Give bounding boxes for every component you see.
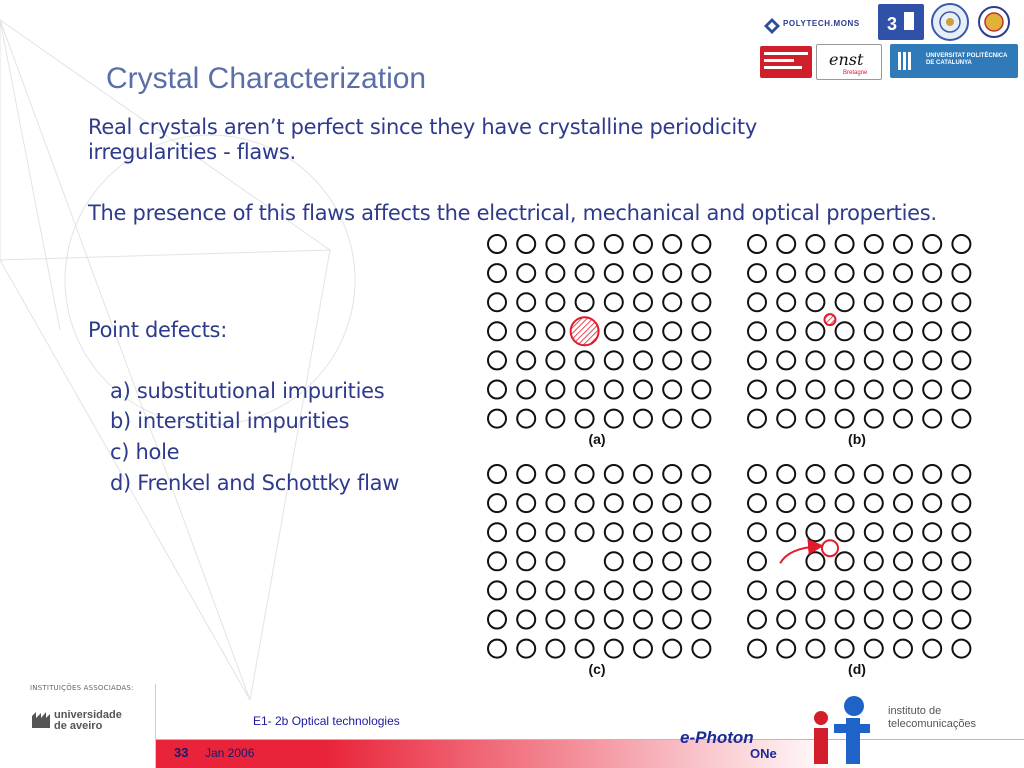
lattice-atom bbox=[952, 640, 970, 658]
lattice-atom bbox=[488, 235, 506, 253]
lattice-atom bbox=[806, 410, 824, 428]
lattice-atom bbox=[576, 640, 594, 658]
lattice-atom bbox=[806, 611, 824, 629]
lattice-atom bbox=[865, 410, 883, 428]
lattice-atom bbox=[894, 264, 912, 282]
lattice-atom bbox=[777, 640, 795, 658]
frenkel-arrow bbox=[780, 546, 818, 563]
lattice-atom bbox=[806, 640, 824, 658]
ua-logo-icon bbox=[30, 708, 52, 730]
lattice-atom bbox=[865, 322, 883, 340]
lattice-atom bbox=[692, 640, 710, 658]
ua-line2: de aveiro bbox=[54, 720, 103, 732]
it-line2: telecomunicações bbox=[888, 718, 977, 730]
lattice-atom bbox=[748, 264, 766, 282]
lattice-atom bbox=[923, 611, 941, 629]
lattice-atom bbox=[546, 611, 564, 629]
lattice-atom bbox=[546, 523, 564, 541]
lattice-atom bbox=[546, 640, 564, 658]
frenkel-displaced-atom bbox=[822, 540, 838, 556]
lattice-atom bbox=[546, 494, 564, 512]
lattice-atom bbox=[748, 581, 766, 599]
lattice-atom bbox=[894, 552, 912, 570]
lattice-atom bbox=[576, 235, 594, 253]
enst-text: enst bbox=[829, 50, 864, 69]
lattice-atom bbox=[952, 381, 970, 399]
lattice-atom bbox=[517, 465, 535, 483]
lattice-atom bbox=[605, 581, 623, 599]
lattice-atom bbox=[952, 235, 970, 253]
lattice-atom bbox=[546, 293, 564, 311]
lattice-atom bbox=[836, 410, 854, 428]
lattice-atom bbox=[952, 264, 970, 282]
lattice-atom bbox=[546, 235, 564, 253]
lattice-atom bbox=[806, 494, 824, 512]
lattice-atom bbox=[692, 381, 710, 399]
lattice-atom bbox=[748, 494, 766, 512]
ephoton-logo-text: e-Photon bbox=[680, 728, 754, 747]
ephoton-one-text: ONe bbox=[750, 746, 777, 761]
lattice-atom bbox=[777, 322, 795, 340]
lattice-atom bbox=[546, 410, 564, 428]
lattice-atom bbox=[576, 410, 594, 428]
lattice-atom bbox=[748, 640, 766, 658]
footer-course-title: E1- 2b Optical technologies bbox=[253, 714, 400, 728]
defect-item-b: b) interstitial impurities bbox=[110, 409, 350, 433]
lattice-atom bbox=[894, 494, 912, 512]
lattice-atom bbox=[777, 351, 795, 369]
lattice-atom bbox=[923, 293, 941, 311]
it-logo-icon bbox=[810, 694, 882, 766]
lattice-atom bbox=[692, 293, 710, 311]
lattice-atom bbox=[836, 351, 854, 369]
lattice-atom bbox=[663, 381, 681, 399]
lattice-atom bbox=[777, 611, 795, 629]
lattice-atom bbox=[806, 523, 824, 541]
lattice-atom bbox=[576, 611, 594, 629]
lattice-atom bbox=[865, 552, 883, 570]
lattice-atom bbox=[836, 640, 854, 658]
lattice-atom bbox=[663, 322, 681, 340]
lattice-atom bbox=[692, 235, 710, 253]
lattice-atom bbox=[894, 465, 912, 483]
interstitial-impurity-atom bbox=[825, 314, 836, 325]
lattice-atom bbox=[923, 351, 941, 369]
lattice-atom bbox=[634, 581, 652, 599]
lattice-atom bbox=[634, 523, 652, 541]
lattice-atom bbox=[777, 381, 795, 399]
lattice-atom bbox=[546, 322, 564, 340]
defect-item-c: c) hole bbox=[110, 440, 180, 464]
lattice-atom bbox=[806, 351, 824, 369]
lattice-atom bbox=[488, 523, 506, 541]
lattice-atom bbox=[777, 410, 795, 428]
lattice-atom bbox=[546, 381, 564, 399]
lattice-atom bbox=[517, 640, 535, 658]
lattice-atom bbox=[663, 410, 681, 428]
lattice-atom bbox=[894, 351, 912, 369]
lattice-atom bbox=[576, 293, 594, 311]
lattice-atom bbox=[777, 293, 795, 311]
lattice-atom bbox=[806, 322, 824, 340]
upc-line2: DE CATALUNYA bbox=[926, 60, 972, 66]
lattice-atom bbox=[748, 611, 766, 629]
lattice-atom bbox=[488, 611, 506, 629]
institutions-label: INSTITUIÇÕES ASSOCIADAS: bbox=[30, 684, 134, 692]
lattice-atom bbox=[546, 581, 564, 599]
lattice-atom bbox=[517, 293, 535, 311]
paragraph-properties: The presence of this flaws affects the electrical, mechanical and optical properties. bbox=[88, 201, 937, 225]
panel-c-hole bbox=[488, 465, 710, 658]
lattice-atom bbox=[865, 494, 883, 512]
lattice-atom bbox=[865, 640, 883, 658]
lattice-atom bbox=[836, 465, 854, 483]
lattice-atom bbox=[576, 381, 594, 399]
lattice-atom bbox=[576, 351, 594, 369]
defect-item-a: a) substitutional impurities bbox=[110, 379, 385, 403]
lattice-atom bbox=[517, 611, 535, 629]
lattice-atom bbox=[952, 494, 970, 512]
lattice-atom bbox=[634, 351, 652, 369]
lattice-atom bbox=[836, 523, 854, 541]
lattice-atom bbox=[517, 410, 535, 428]
lattice-atom bbox=[663, 611, 681, 629]
lattice-atom bbox=[663, 581, 681, 599]
lattice-atom bbox=[777, 494, 795, 512]
lattice-atom bbox=[865, 611, 883, 629]
ua-logo-text bbox=[54, 710, 122, 732]
lattice-atom bbox=[806, 381, 824, 399]
lattice-atom bbox=[605, 523, 623, 541]
lattice-atom bbox=[836, 381, 854, 399]
defect-item-d: d) Frenkel and Schottky flaw bbox=[110, 471, 400, 495]
lattice-atom bbox=[806, 581, 824, 599]
lattice-atom bbox=[546, 465, 564, 483]
lattice-atom bbox=[836, 611, 854, 629]
upc-line1: UNIVERSITAT POLITÈCNICA bbox=[926, 53, 1008, 59]
lattice-atom bbox=[748, 322, 766, 340]
lattice-atom bbox=[663, 293, 681, 311]
lattice-atom bbox=[952, 293, 970, 311]
lattice-atom bbox=[517, 581, 535, 599]
panel-label-a: (a) bbox=[588, 431, 606, 447]
lattice-atom bbox=[546, 552, 564, 570]
lattice-atom bbox=[605, 552, 623, 570]
lattice-atom bbox=[546, 351, 564, 369]
lattice-atom bbox=[517, 381, 535, 399]
lattice-atom bbox=[923, 410, 941, 428]
lattice-atom bbox=[836, 322, 854, 340]
lattice-atom bbox=[605, 465, 623, 483]
lattice-atom bbox=[748, 523, 766, 541]
lattice-atom bbox=[634, 293, 652, 311]
lattice-atom bbox=[865, 235, 883, 253]
lattice-atom bbox=[923, 494, 941, 512]
lattice-atom bbox=[634, 640, 652, 658]
lattice-atom bbox=[663, 465, 681, 483]
lattice-atom bbox=[806, 465, 824, 483]
lattice-atom bbox=[692, 611, 710, 629]
lattice-atom bbox=[634, 611, 652, 629]
lattice-atom bbox=[605, 494, 623, 512]
lattice-atom bbox=[517, 351, 535, 369]
lattice-atom bbox=[777, 235, 795, 253]
lattice-atom bbox=[692, 465, 710, 483]
lattice-atom bbox=[806, 264, 824, 282]
lattice-atom bbox=[923, 523, 941, 541]
lattice-atom bbox=[894, 581, 912, 599]
lattice-atom bbox=[836, 494, 854, 512]
lattice-atom bbox=[488, 381, 506, 399]
lattice-atom bbox=[923, 552, 941, 570]
paragraph-flaws: Real crystals aren’t perfect since they have crystalline periodicity irregularities - flaws. bbox=[88, 115, 757, 164]
lattice-atom bbox=[952, 322, 970, 340]
lattice-atom bbox=[634, 494, 652, 512]
lattice-atom bbox=[865, 351, 883, 369]
lattice-atom bbox=[488, 264, 506, 282]
lattice-atom bbox=[748, 235, 766, 253]
lattice-atom bbox=[923, 322, 941, 340]
lattice-atom bbox=[546, 264, 564, 282]
lattice-atom bbox=[605, 351, 623, 369]
lattice-atom bbox=[748, 293, 766, 311]
lattice-atom bbox=[777, 465, 795, 483]
lattice-atom bbox=[488, 581, 506, 599]
lattice-atom bbox=[894, 523, 912, 541]
lattice-atom bbox=[894, 293, 912, 311]
lattice-atom bbox=[777, 581, 795, 599]
lattice-atom bbox=[806, 293, 824, 311]
lattice-atom bbox=[692, 494, 710, 512]
slide-title: Crystal Characterization bbox=[106, 62, 427, 95]
lattice-atom bbox=[605, 611, 623, 629]
lattice-atom bbox=[663, 494, 681, 512]
lattice-atom bbox=[517, 235, 535, 253]
lattice-atom bbox=[748, 351, 766, 369]
lattice-atom bbox=[605, 410, 623, 428]
footer-date: Jan 2006 bbox=[205, 746, 255, 760]
lattice-atom bbox=[865, 381, 883, 399]
lattice-atom bbox=[576, 264, 594, 282]
it-line1: instituto de bbox=[888, 705, 942, 717]
lattice-atom bbox=[894, 235, 912, 253]
lattice-atom bbox=[894, 381, 912, 399]
substitutional-impurity-atom bbox=[571, 317, 599, 345]
lattice-atom bbox=[865, 581, 883, 599]
lattice-atom bbox=[605, 293, 623, 311]
lattice-atom bbox=[663, 235, 681, 253]
panel-label-d: (d) bbox=[848, 661, 866, 677]
lattice-atom bbox=[634, 410, 652, 428]
lattice-atom bbox=[692, 581, 710, 599]
it-logo-text bbox=[888, 705, 976, 731]
lattice-atom bbox=[923, 264, 941, 282]
lattice-atom bbox=[488, 293, 506, 311]
lattice-atom bbox=[692, 552, 710, 570]
lattice-atom bbox=[865, 264, 883, 282]
lattice-atom bbox=[952, 465, 970, 483]
lattice-atom bbox=[605, 264, 623, 282]
lattice-atom bbox=[836, 264, 854, 282]
lattice-atom bbox=[777, 264, 795, 282]
lattice-atom bbox=[576, 465, 594, 483]
lattice-atom bbox=[605, 322, 623, 340]
enst-sub-text: Bretagne bbox=[843, 70, 868, 76]
panel-label-b: (b) bbox=[848, 431, 866, 447]
lattice-atom bbox=[952, 523, 970, 541]
lattice-atom bbox=[663, 523, 681, 541]
lattice-atom bbox=[576, 523, 594, 541]
lattice-atom bbox=[634, 264, 652, 282]
lattice-atom bbox=[488, 494, 506, 512]
lattice-atom bbox=[836, 293, 854, 311]
lattice-atom bbox=[692, 264, 710, 282]
lattice-atom bbox=[923, 581, 941, 599]
lattice-atom bbox=[952, 410, 970, 428]
panel-label-c: (c) bbox=[588, 661, 606, 677]
lattice-atom bbox=[777, 523, 795, 541]
lattice-atom bbox=[692, 410, 710, 428]
lattice-atom bbox=[517, 264, 535, 282]
lattice-atom bbox=[952, 552, 970, 570]
lattice-atom bbox=[663, 264, 681, 282]
ua-line1: universidade bbox=[54, 709, 122, 721]
lattice-atom bbox=[576, 581, 594, 599]
lattice-atom bbox=[517, 322, 535, 340]
lattice-atom bbox=[865, 523, 883, 541]
lattice-atom bbox=[634, 381, 652, 399]
lattice-atom bbox=[836, 581, 854, 599]
lattice-atom bbox=[488, 465, 506, 483]
lattice-atom bbox=[748, 552, 766, 570]
lattice-atom bbox=[663, 351, 681, 369]
lattice-atom bbox=[894, 640, 912, 658]
lattice-atom bbox=[692, 523, 710, 541]
lattice-atom bbox=[517, 523, 535, 541]
lattice-atom bbox=[865, 293, 883, 311]
panel-d-frenkel bbox=[748, 465, 970, 658]
lattice-atom bbox=[517, 552, 535, 570]
lattice-atom bbox=[952, 611, 970, 629]
lattice-atom bbox=[952, 351, 970, 369]
lattice-atom bbox=[806, 235, 824, 253]
lattice-atom bbox=[748, 410, 766, 428]
lattice-atom bbox=[488, 322, 506, 340]
lattice-atom bbox=[488, 552, 506, 570]
lattice-atom bbox=[605, 640, 623, 658]
lattice-atom bbox=[634, 322, 652, 340]
lattice-atom bbox=[488, 351, 506, 369]
point-defects-heading: Point defects: bbox=[88, 318, 227, 342]
lattice-atom bbox=[836, 235, 854, 253]
lattice-atom bbox=[865, 465, 883, 483]
lattice-atom bbox=[634, 235, 652, 253]
lattice-atom bbox=[923, 235, 941, 253]
lattice-atom bbox=[576, 494, 594, 512]
lattice-atom bbox=[692, 351, 710, 369]
lattice-atom bbox=[488, 640, 506, 658]
lattice-atom bbox=[634, 552, 652, 570]
lattice-atom bbox=[894, 611, 912, 629]
lattice-atom bbox=[663, 640, 681, 658]
lattice-atom bbox=[923, 381, 941, 399]
lattice-atom bbox=[634, 465, 652, 483]
lattice-atom bbox=[488, 410, 506, 428]
panel-b-interstitial bbox=[748, 235, 970, 428]
lattice-atom bbox=[836, 552, 854, 570]
polytech-mons-text: POLYTECH.MONS bbox=[783, 19, 860, 28]
lattice-atom bbox=[748, 465, 766, 483]
lattice-atom bbox=[663, 552, 681, 570]
lattice-atom bbox=[923, 640, 941, 658]
lattice-atom bbox=[692, 322, 710, 340]
lattice-atom bbox=[605, 381, 623, 399]
lattice-atom bbox=[806, 552, 824, 570]
lattice-atom bbox=[517, 494, 535, 512]
lattice-atom bbox=[952, 581, 970, 599]
svg-text:3: 3 bbox=[887, 14, 898, 34]
lattice-atom bbox=[605, 235, 623, 253]
lattice-atom bbox=[894, 322, 912, 340]
lattice-atom bbox=[748, 381, 766, 399]
lattice-atom bbox=[894, 410, 912, 428]
page-number: 33 bbox=[174, 745, 189, 760]
panel-a-substitutional bbox=[488, 235, 710, 428]
lattice-atom bbox=[923, 465, 941, 483]
